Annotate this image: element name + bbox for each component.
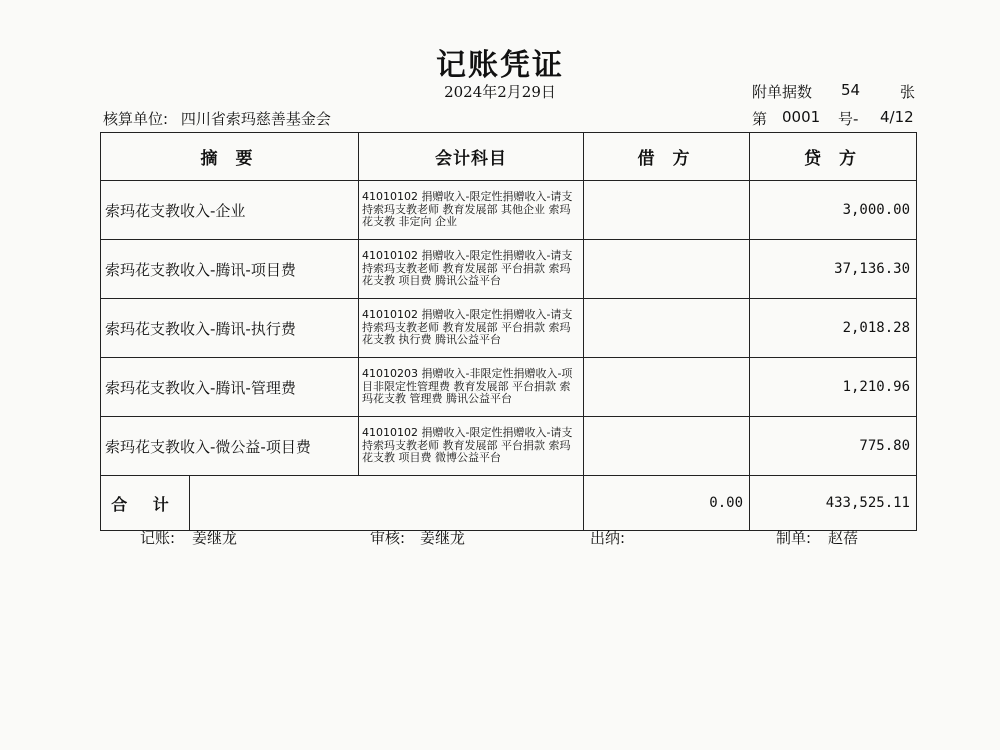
row-debit [584, 299, 750, 358]
unit-name: 四川省索玛慈善基金会 [180, 110, 331, 128]
voucher-prefix: 第 [752, 110, 768, 128]
total-row [101, 476, 917, 531]
attachments-label: 附单据数 [752, 83, 813, 101]
table-row [101, 240, 917, 299]
voucher-suffix: 号- [838, 110, 859, 128]
row-account: 41010102 捐赠收入-限定性捐赠收入-请支持索玛支教老师 教育发展部 平台捐款 索玛花支教 项目费 腾讯公益平台 [359, 240, 584, 299]
row-summary: 索玛花支教收入-微公益-项目费 [101, 417, 359, 476]
row-summary: 索玛花支教收入-企业 [101, 181, 359, 240]
row-credit: 775.80 [750, 417, 917, 476]
bookkeeper-name: 姜继龙 [192, 529, 238, 547]
column-header-summary: 摘 要 [101, 133, 359, 181]
voucher-date: 2024年2月29日 [444, 83, 556, 101]
row-summary: 索玛花支教收入-腾讯-执行费 [101, 299, 359, 358]
row-summary: 索玛花支教收入-腾讯-项目费 [101, 240, 359, 299]
reviewer-label: 审核: [370, 529, 406, 547]
total-label: 合 计 [101, 476, 190, 530]
row-credit: 1,210.96 [750, 358, 917, 417]
row-account: 41010102 捐赠收入-限定性捐赠收入-请支持索玛支教老师 教育发展部 平台捐款 索玛花支教 执行费 腾讯公益平台 [359, 299, 584, 358]
row-credit: 3,000.00 [750, 181, 917, 240]
total-debit: 0.00 [584, 476, 750, 531]
row-account: 41010203 捐赠收入-非限定性捐赠收入-项目非限定性管理费 教育发展部 平台捐款 索玛花支教 管理费 腾讯公益平台 [359, 358, 584, 417]
table-row [101, 358, 917, 417]
column-header-debit: 借 方 [584, 133, 750, 181]
table-row [101, 299, 917, 358]
voucher-page: 4/12 [880, 108, 914, 126]
row-summary: 索玛花支教收入-腾讯-管理费 [101, 358, 359, 417]
row-account: 41010102 捐赠收入-限定性捐赠收入-请支持索玛支教老师 教育发展部 其他企业 索玛花支教 非定向 企业 [359, 181, 584, 240]
reviewer-name: 姜继龙 [420, 529, 466, 547]
column-header-account: 会计科目 [359, 133, 584, 181]
voucher-table [100, 132, 917, 531]
column-header-credit: 贷 方 [750, 133, 917, 181]
row-debit [584, 181, 750, 240]
attachments-count: 54 [841, 81, 861, 99]
unit-label: 核算单位: [103, 110, 169, 128]
table-row [101, 417, 917, 476]
row-debit [584, 240, 750, 299]
row-credit: 2,018.28 [750, 299, 917, 358]
bookkeeper-label: 记账: [140, 529, 176, 547]
voucher-number: 0001 [782, 108, 821, 126]
voucher-title: 记账凭证 [436, 48, 564, 83]
row-debit [584, 417, 750, 476]
table-row [101, 181, 917, 240]
preparer-name: 赵蓓 [828, 529, 859, 547]
preparer-label: 制单: [776, 529, 812, 547]
attachments-unit: 张 [900, 83, 916, 101]
row-account: 41010102 捐赠收入-限定性捐赠收入-请支持索玛支教老师 教育发展部 平台捐款 索玛花支教 项目费 微博公益平台 [359, 417, 584, 476]
row-debit [584, 358, 750, 417]
total-credit: 433,525.11 [750, 476, 917, 531]
cashier-label: 出纳: [590, 529, 626, 547]
accounting-unit [103, 108, 331, 129]
row-credit: 37,136.30 [750, 240, 917, 299]
table-header-row [101, 133, 917, 181]
